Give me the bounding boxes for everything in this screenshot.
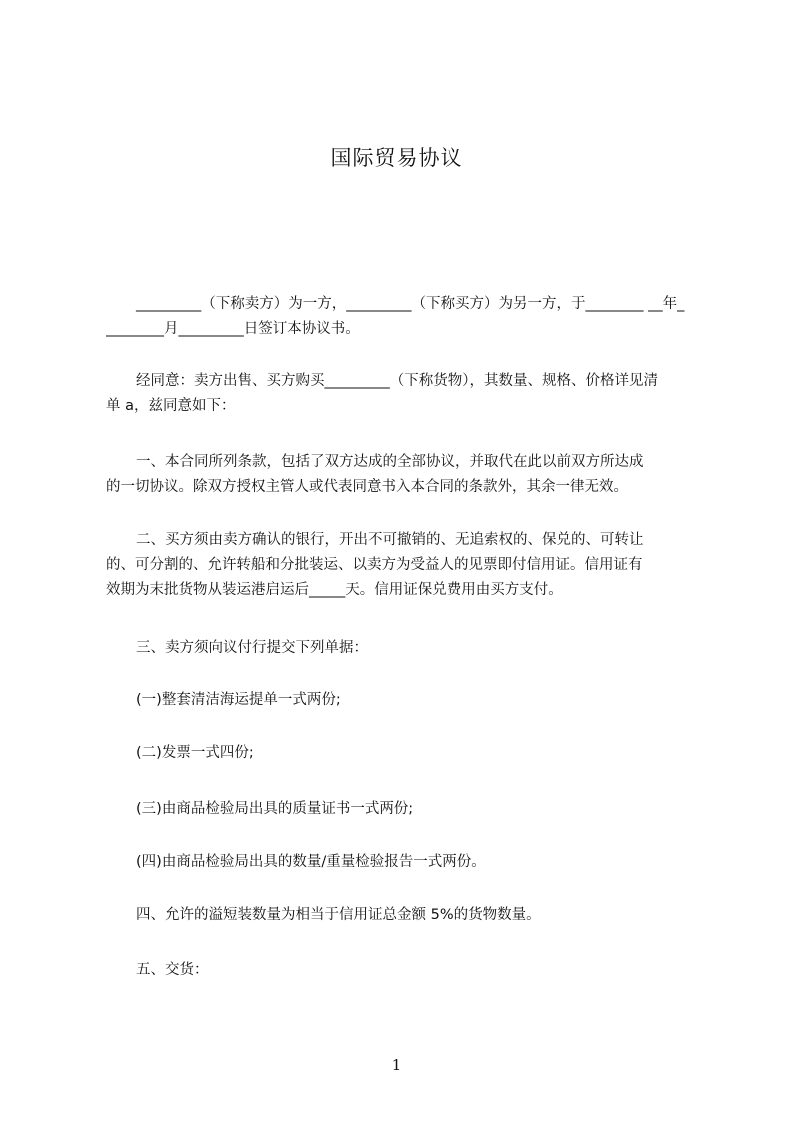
document-item-2 [106, 741, 704, 766]
paragraph-line: 的一切协议。除双方授权主管人或代表同意书入本合同的条款外，其余一律无效。 [106, 479, 628, 495]
paragraph-line: _________（下称卖方）为一方，_________（下称买方）为另一方，于________ __年_ [136, 296, 685, 312]
clause-1 [106, 450, 704, 500]
clause-4 [106, 903, 704, 928]
paragraph-line: 的、可分割的、允许转船和分批装运、以卖方为受益人的见票即付信用证。信用证有 [106, 557, 643, 573]
paragraph-line: (四)由商品检验局出具的数量/重量检验报告一式两份。 [136, 854, 486, 870]
paragraph-line: ________月_________日签订本协议书。 [106, 321, 360, 337]
paragraph-line: 一、本合同所列条款，包括了双方达成的全部协议，并取代在此以前双方所达成 [136, 454, 644, 470]
clause-5 [106, 958, 704, 983]
paragraph-line: (二)发票一式四份; [136, 745, 254, 761]
paragraph-line: 五、交货： [136, 962, 209, 978]
paragraph-line: 经同意：卖方出售、买方购买_________（下称货物），其数量、规格、价格详见清 [136, 373, 658, 389]
paragraph-line: 效期为末批货物从装运港启运后_____天。信用证保兑费用由买方支付。 [106, 582, 563, 598]
paragraph-line: (一)整套清洁海运提单一式两份; [136, 692, 341, 708]
paragraph-line: 二、买方须由卖方确认的银行，开出不可撤销的、无追索权的、保兑的、可转让 [136, 532, 644, 548]
paragraph-line: 三、卖方须向议付行提交下列单据： [136, 640, 368, 656]
paragraph-line: 单 a，兹同意如下： [106, 398, 236, 414]
paragraph-parties [106, 292, 704, 342]
document-item-4 [106, 850, 704, 875]
paragraph-line: 四、允许的溢短装数量为相当于信用证总金额 5%的货物数量。 [136, 907, 541, 923]
paragraph-line: (三)由商品检验局出具的质量证书一式两份; [136, 801, 414, 817]
paragraph-agreement [106, 369, 704, 419]
clause-3 [106, 636, 704, 661]
document-title: 国际贸易协议 [330, 146, 463, 170]
document-item-1 [106, 688, 704, 713]
clause-2 [106, 528, 704, 603]
page-number: 1 [391, 1056, 402, 1074]
document-item-3 [106, 797, 704, 822]
